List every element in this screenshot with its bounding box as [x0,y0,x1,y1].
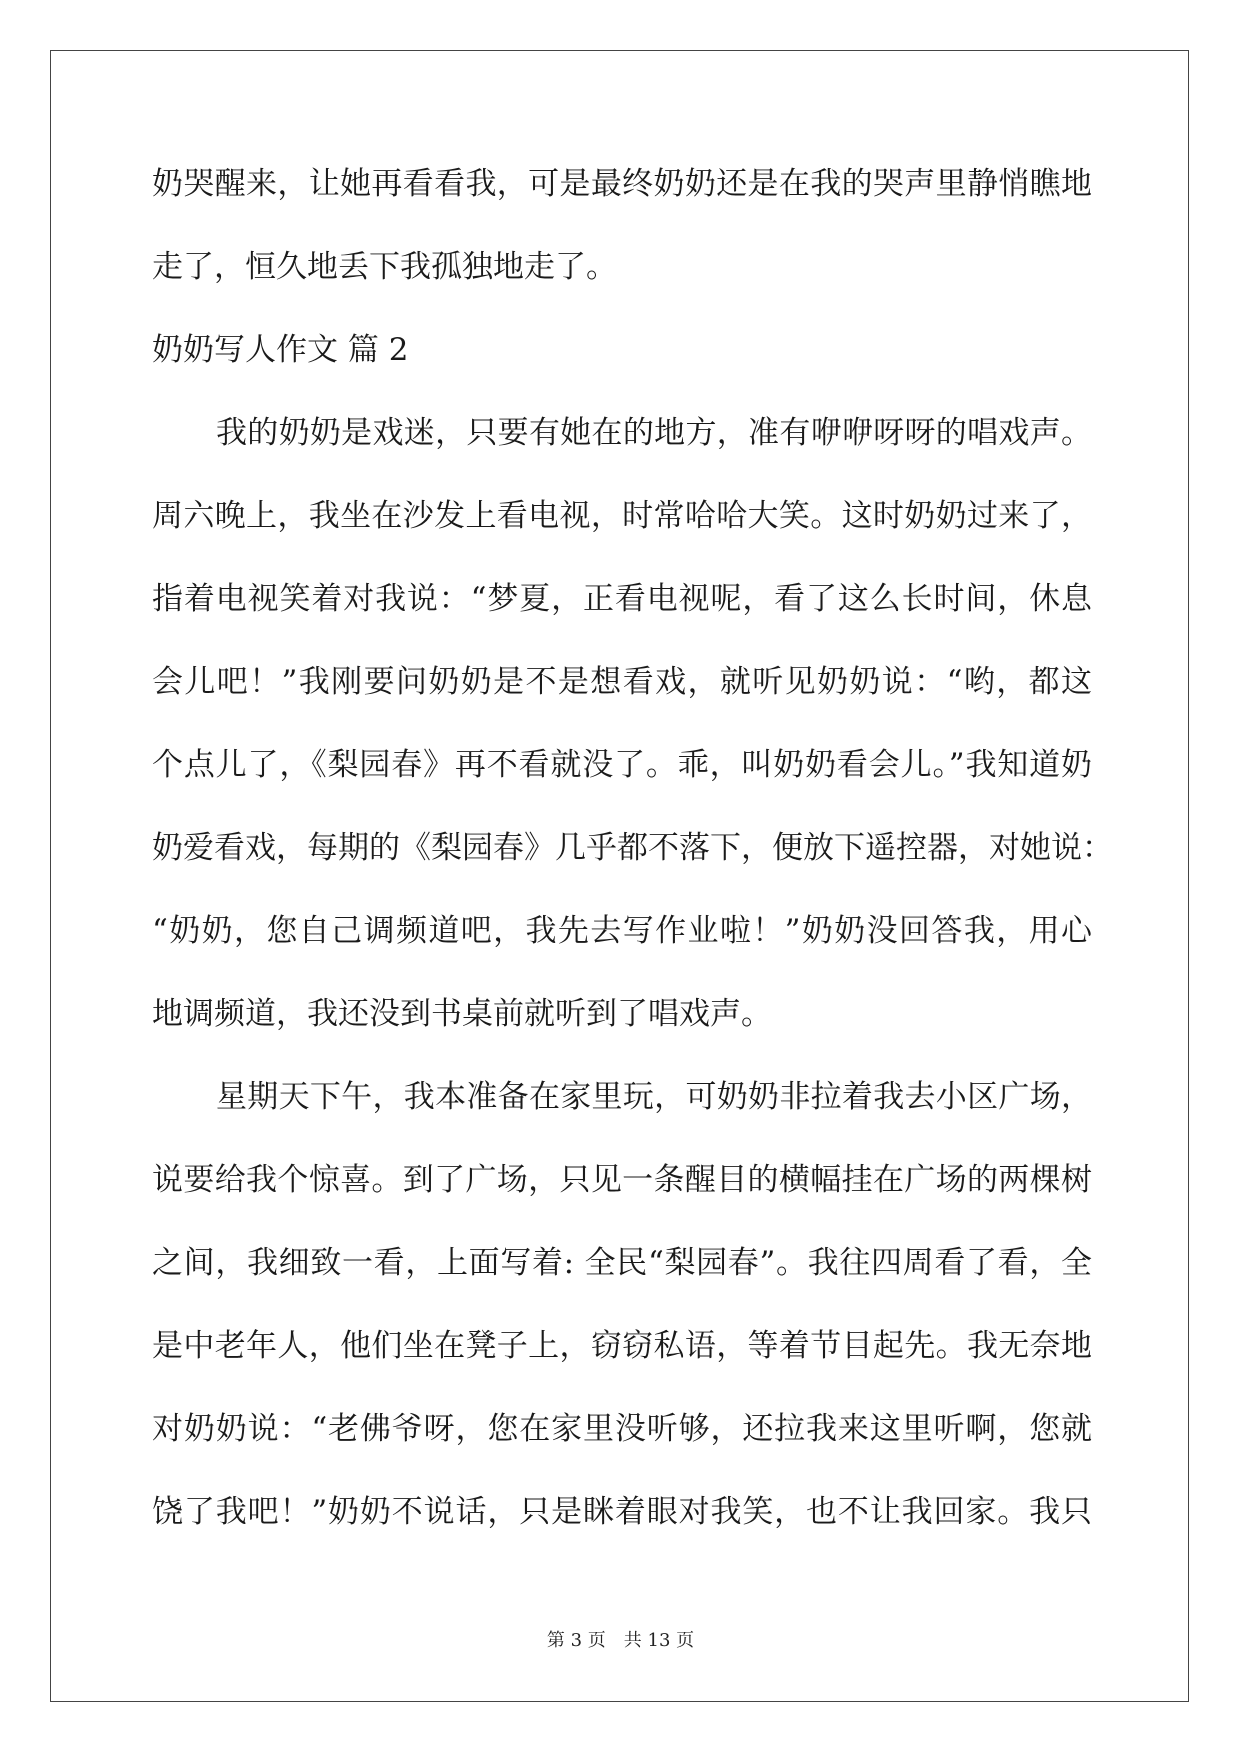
text-line: 奶爱看戏，每期的《梨园春》几乎都不落下，便放下遥控器，对她说： [152,830,1113,866]
page-number-footer: 第 3 页 共 13 页 [546,1630,695,1651]
text-line: 说要给我个惊喜。到了广场，只见一条醒目的横幅挂在广场的两棵树 [152,1162,1092,1198]
document-body [152,158,1113,1569]
text-line: “奶奶，您自己调频道吧，我先去写作业啦！”奶奶没回答我，用心 [152,913,1092,949]
text-line: 地调频道，我还没到书桌前就听到了唱戏声。 [152,996,772,1032]
section-title: 奶奶写人作文 篇 2 [152,332,409,368]
text-line: 指着电视笑着对我说：“梦夏，正看电视呢，看了这么长时间，休息 [152,581,1092,617]
text-line: 我的奶奶是戏迷，只要有她在的地方，准有咿咿呀呀的唱戏声。 [216,415,1092,451]
text-line: 个点儿了，《梨园春》再不看就没了。乖，叫奶奶看会儿。”我知道奶 [152,747,1092,783]
text-line: 周六晚上，我坐在沙发上看电视，时常哈哈大笑。这时奶奶过来了， [152,498,1092,534]
text-line: 会儿吧！”我刚要问奶奶是不是想看戏，就听见奶奶说：“哟，都这 [152,664,1092,700]
text-line: 星期天下午，我本准备在家里玩，可奶奶非拉着我去小区广场， [216,1079,1092,1115]
text-line: 是中老年人，他们坐在凳子上，窃窃私语，等着节目起先。我无奈地 [152,1328,1092,1364]
text-line: 饶了我吧！”奶奶不说话，只是眯着眼对我笑，也不让我回家。我只 [152,1494,1092,1530]
text-line: 走了，恒久地丢下我孤独地走了。 [152,249,617,285]
text-line: 对奶奶说：“老佛爷呀，您在家里没听够，还拉我来这里听啊，您就 [152,1411,1092,1447]
text-line: 之间，我细致一看，上面写着: 全民“梨园春”。我往四周看了看，全 [152,1245,1092,1281]
text-line: 奶哭醒来，让她再看看我，可是最终奶奶还是在我的哭声里静悄瞧地 [152,166,1092,202]
